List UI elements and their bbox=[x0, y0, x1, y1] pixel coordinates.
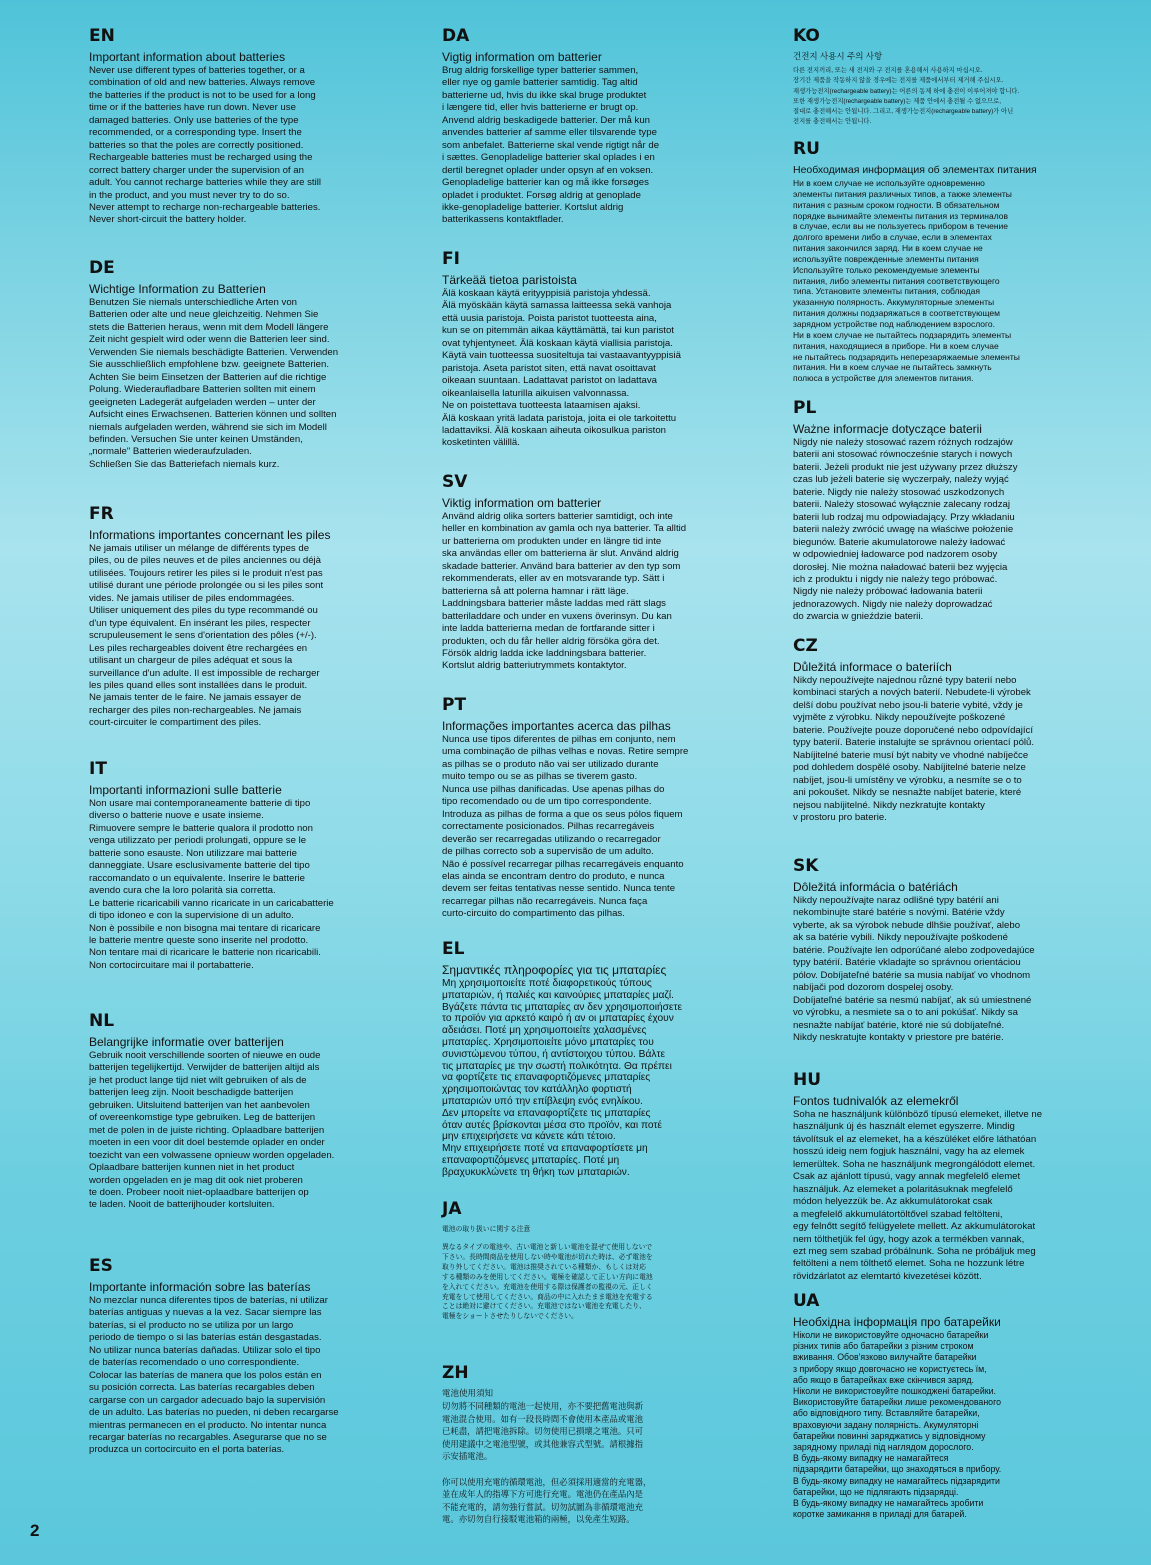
section-pl bbox=[793, 399, 1073, 624]
section-heading: Informations importantes concernant les piles bbox=[89, 528, 331, 542]
section-da bbox=[442, 27, 717, 227]
section-sv bbox=[442, 473, 717, 673]
language-code: DA bbox=[442, 26, 470, 46]
section-body: Soha ne használjunk különböző típusú elemeket, illetve ne használjunk új és használt elemet egyszerre. Mindig távolítsuk el az elemeket, ha a készüléket előre láthatóan hosszú ideig nem fogjuk használni, vagy ha az elemek lemerültek. Soha ne használjunk megrongálódott elemet. Csak az ajánlott típusú, vagy annak megfelelő elemet használjuk. Az elemeket a polaritásuknak megfelelő módon helyezzük be. Az akkumulátorokat csak a megfelelő akkumulátortöltővel szabad feltölteni, egy felnőtt segítő felügyelete mellett. Az akkumulátorokat nem tölthetjük fel úgy, hogy azok a termékben vannak, ezt meg sem szabad próbálnunk. Soha ne próbáljuk meg feltölteni a nem tölthető elemet. Soha ne hozzunk létre rövidzárlatot az elemtartó kivezetései között. bbox=[793, 1109, 1043, 1282]
section-body: 異なるタイプの電池や、古い電池と新しい電池を混ぜて使用しないで 下さい。長時間商品を使用しない時や電池が切れた時は、必ず電池を 取り外してください。電池は推奨されている種類か、もしくは対応 する種類のみを使用してください。電極を確認して正しい方向に電池 を入れてください。充電池を使用する際は保護者の監視の元、正しく 充電をして使用してください。商品の中に入れたまま電池を充電する ことは絶対に避けてください。充電池ではない電池を充電したり、 電極をショートさせたりしないでください。 bbox=[442, 1244, 653, 1321]
section-pt bbox=[442, 696, 717, 921]
section-body: 다른 전지끼리, 또는 새 전지와 구 전지를 혼용해서 사용하지 마십시오. 장기간 제품을 작동하지 않을 경우에는 전지를 제품에서부터 제거해 주십시오. 재생가능전지(rechargeable battery)는 어른의 동제 하에 충전이 이루어져야 합니다. 또한 재생가능전지(rechargeable battery)는 제품 안에서 충전될 수 없으므로, 절대로 충전해서는 안됩니다. 그리고, 재생가능전지(rechargeable battery)가 아닌 전지를 충전해서는 안됩니다. bbox=[793, 67, 1020, 126]
language-code: IT bbox=[89, 759, 107, 779]
language-code: ES bbox=[89, 1256, 113, 1276]
section-it bbox=[89, 760, 364, 972]
language-code: SK bbox=[793, 856, 819, 876]
section-ua bbox=[793, 1292, 1073, 1520]
section-body: Never use different types of batteries together, or a combination of old and new batteries. Always remove the batteries if the product is not to be used for a long time or if the batteries have run down. Never use damaged batteries. Only use batteries of the type recommended, or a corresponding type. Insert the batteries so that the poles are correctly positioned. Rechargeable batteries must be recharged using the correct battery charger under the supervision of an adult. You cannot recharge batteries while they are still in the product, and you must never try to do so. Never attempt to recharge non-rechargeable batteries. Never short-circuit the battery holder. bbox=[89, 65, 321, 226]
section-el bbox=[442, 940, 717, 1179]
section-fi bbox=[442, 250, 717, 450]
section-heading: Vigtig information om batterier bbox=[442, 50, 602, 64]
language-code: JA bbox=[442, 1199, 462, 1219]
section-heading: Důležitá informace o bateriích bbox=[793, 660, 952, 674]
section-body: Nigdy nie należy stosować razem różnych rodzajów baterii ani stosować równocześnie starych i nowych baterii. Jeżeli produkt nie jest używany przez dłuższy czas lub jeżeli baterie się wyczerpały, należy wyjąć baterie. Nigdy nie należy stosować uszkodzonych baterii. Należy stosować wyłącznie zalecany rodzaj baterii lub rodzaj mu odpowiadający. Przy wkładaniu baterii należy zwrócić uwagę na właściwe położenie biegunów. Baterie akumulatorowe należy ładować w odpowiedniej ładowarce pod nadzorem osoby dorosłej. Nie można naładować baterii bez wyjęcia ich z produktu i nigdy nie należy tego próbować. Nigdy nie należy próbować ładowania baterii jednorazowych. Nigdy nie należy doprowadzać do zwarcia w gnieździe baterii. bbox=[793, 437, 1018, 623]
section-body: Ни в коем случае не используйте одновременно элементы питания различных типов, а также элементы питания с разным сроком годности. В обязательном порядке вынимайте элементы питания из терминалов в случае, если вы не пользуетесь прибором в течение долгого времени либо в случае, если в элементах питания закончился заряд. Ни в коем случае не используйте поврежденные элементы питания Используйте только рекомендуемые элементы питания, либо элементы питания соответствующего типа. Установите элементы питания, соблюдая указанную полярность. Аккумуляторные элементы питания должны подзаряжаться в соответствующем зарядном устройстве под наблюдением взрослого. Ни в коем случае не пытайтесь подзарядить элементы питания, находящиеся в приборе. Ни в коем случае не пытайтесь подзарядить неперезаряжаемые элементы питания. Ни в коем случае не пытайтесь замкнуть полюса в устройстве для элементов питания. bbox=[793, 178, 1020, 384]
section-heading: Необхідна інформація про батарейки bbox=[793, 1315, 1001, 1329]
language-code: SV bbox=[442, 472, 468, 492]
section-heading: Fontos tudnivalók az elemekről bbox=[793, 1094, 959, 1108]
section-nl bbox=[89, 1012, 364, 1212]
language-code: CZ bbox=[793, 636, 818, 656]
section-heading: Dôležitá informácia o batériách bbox=[793, 880, 958, 894]
section-body: 切勿將不同種類的電池一起使用，亦不要把舊電池與新 電池混合使用。如有一段長時間不會使用本產品或電池 已耗盡，請把電池拆除。切勿使用已損壞之電池。只可 使用建議中之電池型號，或其他兼容式型號。請根據指 示安插電池。 你可以使用充電的循環電池，但必須採用適當的充電器， 並在成年人的指導下方可進行充電。電池仍在產品內是 不能充電的，請勿強行嘗試。切勿試圖為非循環電池充 電。亦切勿自行接駁電池箱的兩極，以免產生短路。 bbox=[442, 1401, 652, 1525]
section-cz bbox=[793, 637, 1073, 824]
language-code: PL bbox=[793, 398, 817, 418]
section-heading: 電池使用須知 bbox=[442, 1388, 494, 1398]
language-code: ZH bbox=[442, 1363, 469, 1383]
section-body: Ніколи не використовуйте одночасно батарейки різних типів або батарейки з різним строком вживання. Обов'язково вилучайте батарейки з прибору якщо довгочасно не користуєтесь їм, або якщо в батарейках вже скінчився заряд. Ніколи не використовуйте пошкоджені батарейки. Використовуйте батарейки лише рекомендованого або відповідного типу. Вставляйте батарейки, враховуючи задану полярність. Акумуляторні батарейки повинні заряджатись у відповідному зарядному приладі під наглядом дорослого. В будь-якому випадку не намагайтеся підзарядити батарейки, що знаходяться в прибору. В будь-якому випадку не намагайтесь підзарядити батарейки, що не підлягають підзарядці. В будь-якому випадку не намагайтесь зробити коротке замикання в приладі для батарей. bbox=[793, 1330, 1002, 1520]
section-body: Non usare mai contemporaneamente batterie di tipo diverso o batterie nuove e usate insieme. Rimuovere sempre le batterie qualora il prodotto non venga utilizzato per periodi prolungati, oppure se le batterie sono esauste. Non utilizzare mai batterie danneggiate. Usare esclusivamente batterie del tipo raccomandato o un equivalente. Inserire le batterie avendo cura che la loro polarità sia corretta. Le batterie ricaricabili vanno ricaricate in un caricabatterie di tipo idoneo e con la supervisione di un adulto. Non è possibile e non bisogna mai tentare di ricaricare le batterie mentre queste sono inserite nel prodotto. Non tentare mai di ricaricare le batterie non ricaricabili. Non cortocircuitare mai il portabatterie. bbox=[89, 798, 334, 971]
section-ja bbox=[442, 1200, 717, 1322]
language-code: EL bbox=[442, 939, 465, 959]
section-ru bbox=[793, 140, 1073, 384]
section-heading: Importante información sobre las baterías bbox=[89, 1280, 311, 1294]
section-heading: Informações importantes acerca das pilhas bbox=[442, 719, 671, 733]
section-heading: Σημαντικές πληροφορίες για τις μπαταρίες bbox=[442, 963, 667, 977]
section-body: Ne jamais utiliser un mélange de différents types de piles, ou de piles neuves et de piles anciennes ou déjà utilisées. Toujours retirer les piles si le produit n'est pas utilisé durant une période prolongée ou si les piles sont vides. Ne jamais utiliser de piles endommagées. Utiliser uniquement des piles du type recommandé ou d'un type équivalent. En insérant les piles, respecter scrupuleusement le sens d'orientation des pôles (+/-). Les piles rechargeables doivent être rechargées en utilisant un chargeur de piles adéquat et sous la surveillance d'un adulte. Il est impossible de recharger les piles quand elles sont installées dans le produit. Ne jamais tenter de le faire. Ne jamais essayer de recharger des piles non-rechargeables. Ne jamais court-circuiter le compartiment des piles. bbox=[89, 543, 324, 729]
section-body: No mezclar nunca diferentes tipos de baterías, ni utilizar baterías antiguas y nuevas a la vez. Sacar siempre las baterías, si el producto no se utiliza por un largo periodo de tiempo o si las baterías están desgastadas. No utilizar nunca baterías dañadas. Utilizar solo el tipo de baterías recomendado o uno correspondiente. Colocar las baterías de manera que los polos están en su posición correcta. Las baterías recargables deben cargarse con un cargador adecuado bajo la supervisión de un adulto. Las baterías no pueden, ni deben recargarse mientras permanecen en el producto. No intentar nunca recargar baterías no recargables. Asegurarse que no se produzca un cortocircuito en el porta baterías. bbox=[89, 1295, 339, 1456]
section-body: Älä koskaan käytä erityyppisiä paristoja yhdessä. Älä myöskään käytä samassa laitteessa sekä vanhoja että uusia paristoja. Poista paristot tuotteesta aina, kun se on pitemmän aikaa käyttämättä, tai kun paristot ovat tyhjentyneet. Älä koskaan käytä viallisia paristoja. Käytä vain tuotteessa suositeltuja tai vastaavantyyppisiä paristoja. Aseta paristot siten, että navat osoittavat oikeaan suuntaan. Ladattavat paristot on ladattava oikeanlaisella laturilla aikuisen valvonnassa. Ne on poistettava tuotteesta lataamisen ajaksi. Älä koskaan yritä ladata paristoja, joita ei ole tarkoitettu ladattaviksi. Älä koskaan aiheuta oikosulkua pariston kosketinten välillä. bbox=[442, 288, 681, 449]
section-body: Μη χρησιμοποιείτε ποτέ διαφορετικούς τύπους μπαταριών, ή παλιές και καινούριες μπαταρίες μαζί. Βγάζετε πάντα τις μπαταρίες αν δεν χρησιμοποιήσετε το προϊόν για αρκετό καιρό ή αν οι μπαταρίες έχουν αδειάσει. Ποτέ μη χρησιμοποιείτε χαλασμένες μπαταρίες. Χρησιμοποιείτε μόνο μπαταρίες του συνιστώμενου τύπου, ή αντίστοιχου τύπου. Βάλτε τις μπαταρίες με την σωστή πολικότητα. Θα πρέπει να φορτίζετε τις επαναφορτιζόμενες μπαταρίες χρησιμοποιώντας τον κατάλληλο φορτιστή μπαταριών υπό την επίβλεψη ενός ενηλίκου. Δεν μπορείτε να επαναφορτίζετε τις μπαταρίες όταν αυτές βρίσκονται μέσα στο προϊόν, και ποτέ μην επιχειρήσετε να κάνετε κάτι τέτοιο. Μην επιχειρήσετε ποτέ να επαναφορτίσετε μη επαναφορτιζόμενες μπαταρίες. Ποτέ μη βραχυκυκλώνετε τη θήκη των μπαταριών. bbox=[442, 978, 683, 1178]
language-code: EN bbox=[89, 26, 115, 46]
section-es bbox=[89, 1257, 364, 1457]
section-heading: Importanti informazioni sulle batterie bbox=[89, 783, 282, 797]
section-de bbox=[89, 259, 364, 471]
language-code: FR bbox=[89, 504, 114, 524]
language-code: FI bbox=[442, 249, 460, 269]
section-heading: Wichtige Information zu Batterien bbox=[89, 282, 266, 296]
language-code: RU bbox=[793, 139, 820, 159]
section-sk bbox=[793, 857, 1073, 1044]
page-number: 2 bbox=[30, 1521, 40, 1540]
section-body: Nikdy nepoužívejte najednou různé typy baterií nebo kombinaci starých a nových baterií. Nebudete-li výrobek delší dobu používat nebo jsou-li baterie vybité, vždy je vyjměte z výrobku. Nikdy nepoužívejte poškozené baterie. Používejte pouze doporučené nebo odpovídající typy baterií. Baterie instalujte se správnou orientací pólů. Nabíjitelné baterie musí být nabity ve vhodné nabíječce pod dohledem dospělé osoby. Nabíjitelné baterie nelze nabíjet, jsou-li umístěny ve výrobku, a nesmíte se o to ani pokoušet. Nikdy se nesnažte nabíjet baterie, které nejsou nabíjitelné. Nikdy nezkratujte kontakty v prostoru pro baterie. bbox=[793, 675, 1035, 823]
section-heading: Ważne informacje dotyczące baterii bbox=[793, 422, 982, 436]
section-heading: Необходимая информация об элементах питания bbox=[793, 164, 1037, 176]
section-heading: 電池の取り扱いに関する注意 bbox=[442, 1226, 531, 1233]
section-heading: Important information about batteries bbox=[89, 50, 286, 64]
language-code: UA bbox=[793, 1291, 820, 1311]
section-heading: 건전지 사용시 주의 사항 bbox=[793, 51, 883, 61]
language-code: PT bbox=[442, 695, 467, 715]
section-heading: Belangrijke informatie over batterijen bbox=[89, 1035, 284, 1049]
section-heading: Tärkeää tietoa paristoista bbox=[442, 273, 577, 287]
section-body: Använd aldrig olika sorters batterier samtidigt, och inte heller en kombination av gamla och nya batterier. Ta alltid ur batterierna om produkten under en längre tid inte ska användas eller om batterierna är slut. Använd aldrig skadade batterier. Använd bara batterier av den typ som rekommenderats, eller av en motsvarande typ. Sätt i batterierna så att polerna hamnar i rätt läge. Laddningsbara batterier måste laddas med rätt slags batteriladdare och under en vuxens överinsyn. Du kan inte ladda batterierna medan de fortfarande sitter i produkten, och du får heller aldrig försöka göra det. Försök aldrig ladda icke laddningsbara batterier. Kortslut aldrig batteriutrymmets kontaktytor. bbox=[442, 511, 687, 672]
section-ko bbox=[793, 27, 1073, 128]
section-hu bbox=[793, 1071, 1073, 1283]
section-body: Nunca use tipos diferentes de pilhas em conjunto, nem uma combinação de pilhas velhas e novas. Retire sempre as pilhas se o produto não vai ser utilizado durante muito tempo ou se as pilhas se tiverem gasto. Nunca use pilhas danificadas. Use apenas pilhas do tipo recomendado ou de um tipo correspondente. Introduza as pilhas de forma a que os seus pólos fiquem correctamente posicionados. Pilhas recarregáveis deverão ser recarregadas utilizando o recarregador de pilhas correcto sob a supervisão de um adulto. Não é possível recarregar pilhas recarregáveis enquanto elas ainda se encontram dentro do produto, e nunca devem ser feitas tentativas nesse sentido. Nunca tente recarregar pilhas não recarregáveis. Nunca faça curto-circuito do compartimento das pilhas. bbox=[442, 734, 689, 920]
section-body: Nikdy nepoužívajte naraz odlišné typy batérií ani nekombinujte staré batérie s novými. Batérie vždy vyberte, ak sa výrobok nebude dlhšie používať, alebo ak sa batérie vybili. Nikdy nepoužívajte poškodené batérie. Používajte len odporúčané alebo zodpovedajúce typy batérií. Batérie vkladajte so správnou orientáciou pólov. Dobíjateľné batérie sa musia nabíjať vo vhodnom nabíjači pod dozorom dospelej osoby. Dobíjateľné batérie sa nesmú nabíjať, ak sú umiestnené vo výrobku, a nesmiete sa o to ani pokúšať. Nikdy sa nesnažte nabíjať batérie, ktoré nie sú dobíjateľné. Nikdy neskratujte kontakty v priestore pre batérie. bbox=[793, 895, 1035, 1043]
section-fr bbox=[89, 505, 364, 730]
section-body: Brug aldrig forskellige typer batterier sammen, eller nye og gamle batterier samtidig. Tag altid batterierne ud, hvis du ikke skal bruge produktet i længere tid, eller hvis batterierne er brugt op. Anvend aldrig beskadigede batterier. Der må kun anvendes batterier af samme eller tilsvarende type som anbefalet. Batterierne skal vende rigtigt når de i sættes. Genopladelige batterier skal oplades i en dertil beregnet oplader under opsyn af en voksen. Genopladelige batterier kan og må ikke forsøges opladet i produktet. Forsøg aldrig at genoplade ikke-genopladelige batterier. Kortslut aldrig batterikassens kontaktflader. bbox=[442, 65, 660, 226]
language-code: NL bbox=[89, 1011, 115, 1031]
language-code: HU bbox=[793, 1070, 822, 1090]
section-en bbox=[89, 27, 364, 227]
language-code: KO bbox=[793, 26, 820, 46]
section-heading: Viktig information om batterier bbox=[442, 496, 602, 510]
section-body: Benutzen Sie niemals unterschiedliche Arten von Batterien oder alte und neue gleichzeitig. Nehmen Sie stets die Batterien heraus, wenn mit dem Modell längere Zeit nicht gespielt wird oder wenn die Batterien leer sind. Verwenden Sie niemals beschädigte Batterien. Verwenden Sie ausschließlich empfohlene bzw. geeignete Batterien. Achten Sie beim Einsetzen der Batterien auf die richtige Polung. Wiederaufladbare Batterien sollten mit einem geeigneten Ladegerät aufgeladen werden – unter der Aufsicht eines Erwachsenen. Batterien können und sollten niemals aufgeladen werden, während sie sich im Modell befinden. Versuchen Sie unter keinen Umständen, „normale" Batterien wiederaufzuladen. Schließen Sie das Batteriefach niemals kurz. bbox=[89, 297, 339, 470]
section-body: Gebruik nooit verschillende soorten of nieuwe en oude batterijen tegelijkertijd. Verwijder de batterijen altijd als je het product lange tijd niet wilt gebruiken of als de batterijen leeg zijn. Nooit beschadigde batterijen gebruiken. Uitsluitend batterijen van het aanbevolen of overeenkomstige type gebruiken. Leg de batterijen met de polen in de juiste richting. Oplaadbare batterijen moeten in een voor dit doel bestemde oplader en onder toezicht van een volwassene opnieuw worden opgeladen. Oplaadbare batterijen kunnen niet in het product worden opgeladen en je mag dit ook niet proberen te doen. Probeer nooit niet-oplaadbare batterijen op te laden. Nooit de batterijhouder kortsluiten. bbox=[89, 1050, 335, 1211]
section-zh bbox=[442, 1364, 717, 1526]
language-code: DE bbox=[89, 258, 115, 278]
